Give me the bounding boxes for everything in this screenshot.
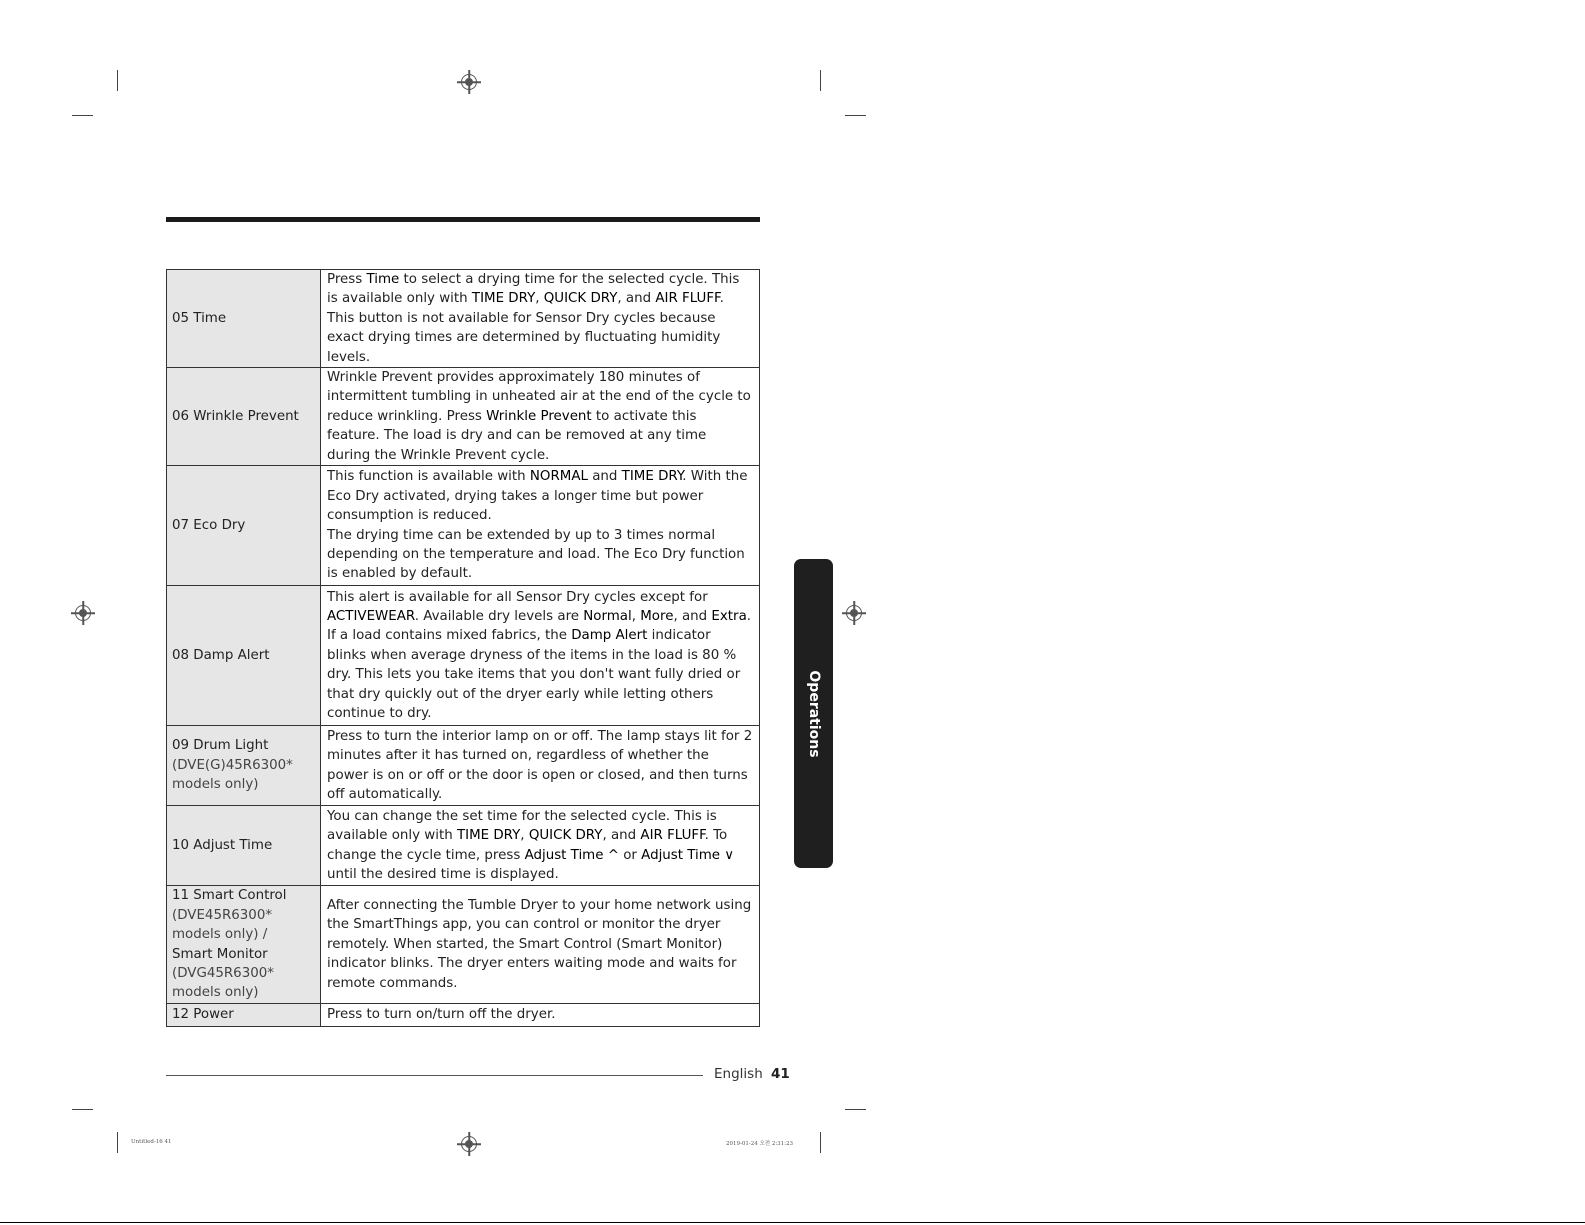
- button-term: Time: [366, 272, 400, 287]
- button-term: TIME DRY: [621, 469, 683, 485]
- description-text: until the desired time is displayed.: [327, 866, 559, 882]
- page-number: 41: [771, 1066, 790, 1082]
- crop-mark: [72, 115, 93, 116]
- description-text: Wrinkle Prevent provides approximately 180 minutes of intermittent tumbling in unheated air at the end of the cycle to reduce wrinkling. Press: [327, 370, 751, 424]
- button-term: QUICK DRY: [528, 828, 603, 844]
- feature-name-cell: [167, 886, 321, 1004]
- footer-language: English: [714, 1066, 763, 1082]
- registration-mark-icon: [846, 605, 862, 621]
- table-row: [167, 886, 760, 1004]
- feature-description-cell: [321, 1004, 760, 1027]
- description-text: The drying time can be extended by up to 3 times normal depending on the temperature and load. The Eco Dry function is enabled by default.: [327, 527, 745, 582]
- button-term: ACTIVEWEAR: [327, 609, 415, 625]
- section-rule: [166, 217, 760, 222]
- crop-mark: [117, 1132, 118, 1153]
- feature-name-cell: [167, 726, 321, 806]
- description-text: Press: [327, 272, 367, 287]
- description-text: Press to turn the interior lamp on or off. The lamp stays lit for 2 minutes after it has turned on, regardless of whether the power is on or off or the door is open or closed, and then turns off automatically.: [327, 728, 753, 802]
- description-paragraph: [327, 896, 753, 993]
- button-term: Wrinkle Prevent: [486, 408, 592, 424]
- registration-mark-icon: [75, 605, 91, 621]
- description-paragraph: [327, 467, 753, 525]
- description-text: .: [746, 609, 752, 625]
- feature-name: 05 Time: [172, 310, 227, 326]
- feature-table: [166, 269, 760, 1027]
- feature-description-cell: [321, 270, 760, 368]
- description-text: This function is available with: [327, 469, 530, 485]
- feature-name-cell: [167, 466, 321, 586]
- button-term: Adjust Time ∨: [641, 847, 735, 863]
- table-row: [167, 1004, 760, 1027]
- button-term: TIME DRY: [471, 291, 536, 307]
- print-slug-right: 2019-01-24 오전 2:31:23: [726, 1141, 794, 1147]
- table-row: [167, 270, 760, 368]
- feature-name-cell: [167, 586, 321, 726]
- feature-model-note: (DVE45R6300* models only) /: [172, 907, 273, 943]
- description-text: . This button is not available for Sensor Dry cycles because exact drying times are determined by fluctuating humidity levels.: [327, 291, 724, 365]
- print-slug-left: Untitled-16 41: [131, 1139, 172, 1145]
- description-paragraph: [327, 526, 753, 584]
- feature-name: 07 Eco Dry: [172, 517, 246, 533]
- table-row: [167, 466, 760, 586]
- feature-name-cell: [167, 270, 321, 368]
- description-text: . Available dry levels are: [414, 609, 584, 625]
- footer-rule: [166, 1075, 703, 1076]
- description-text: . With the Eco Dry activated, drying takes a longer time but power consumption is reduced.: [327, 469, 748, 524]
- description-text: or: [618, 847, 642, 863]
- description-paragraph: [327, 368, 753, 465]
- description-text: You can change the set time for the selected cycle. This is available only with: [327, 808, 717, 844]
- feature-name-cell: [167, 1004, 321, 1027]
- description-text: to activate this feature. The load is dry and can be removed at any time during the Wrinkle Prevent cycle.: [327, 408, 707, 463]
- section-tab: [794, 559, 833, 868]
- description-text: , and: [602, 828, 641, 844]
- description-text: . To change the cycle time, press: [327, 828, 728, 863]
- button-term: TIME DRY: [456, 828, 521, 844]
- description-text: ,: [535, 291, 544, 307]
- description-paragraph: [327, 727, 753, 805]
- button-term: Extra: [711, 609, 747, 625]
- button-term: AIR FLUFF: [655, 291, 720, 307]
- button-term: Adjust Time ^: [524, 847, 619, 863]
- registration-mark-icon: [461, 74, 477, 90]
- button-term: QUICK DRY: [543, 291, 618, 307]
- description-text: If a load contains mixed fabrics, the: [327, 628, 572, 644]
- description-text: to select a drying time for the selected cycle. This is available only with: [327, 272, 740, 307]
- crop-mark: [72, 1109, 93, 1110]
- page-edge: [0, 1222, 1585, 1223]
- feature-description-cell: [321, 806, 760, 886]
- description-text: This alert is available for all Sensor Dry cycles except for: [327, 589, 708, 605]
- button-term: AIR FLUFF: [640, 828, 705, 844]
- description-text: indicator blinks when average dryness of the items in the load is 80 % dry. This lets you take items that you don't want fully dried or that dry quickly out of the dryer early while letting others continue to dry.: [327, 628, 741, 722]
- description-text: and: [587, 469, 622, 485]
- description-text: , and: [617, 291, 656, 307]
- description-paragraph: [327, 626, 753, 723]
- button-term: NORMAL: [529, 469, 588, 485]
- feature-description-cell: [321, 726, 760, 806]
- feature-name: 12 Power: [172, 1007, 234, 1023]
- feature-name-cell: [167, 806, 321, 886]
- description-text: , and: [673, 609, 712, 625]
- feature-name: Smart Monitor: [172, 946, 268, 962]
- description-paragraph: [327, 588, 753, 627]
- registration-mark-icon: [461, 1136, 477, 1152]
- button-term: Normal: [583, 609, 632, 625]
- feature-name: 11 Smart Control: [172, 888, 287, 904]
- feature-name: 10 Adjust Time: [172, 837, 273, 853]
- section-tab-label: Operations: [805, 669, 822, 758]
- crop-mark: [820, 1132, 821, 1153]
- crop-mark: [820, 70, 821, 91]
- table-row: [167, 806, 760, 886]
- button-term: More: [640, 609, 674, 625]
- feature-description-cell: [321, 886, 760, 1004]
- crop-mark: [845, 1109, 866, 1110]
- crop-mark: [845, 115, 866, 116]
- table-row: [167, 586, 760, 726]
- feature-description-cell: [321, 586, 760, 726]
- description-paragraph: [327, 1005, 753, 1024]
- crop-mark: [117, 70, 118, 91]
- feature-model-note: (DVG45R6300* models only): [172, 965, 274, 1001]
- description-text: Press to turn on/turn off the dryer.: [327, 1007, 556, 1023]
- feature-name: 06 Wrinkle Prevent: [172, 408, 299, 424]
- description-text: ,: [520, 828, 529, 844]
- description-paragraph: [327, 270, 753, 367]
- description-paragraph: [327, 807, 753, 885]
- description-text: After connecting the Tumble Dryer to your home network using the SmartThings app, you can control or monitor the dryer remotely. When started, the Smart Control (Smart Monitor) indicator blinks. The dryer enters waiting mode and waits for remote commands.: [327, 898, 752, 991]
- feature-description-cell: [321, 466, 760, 586]
- feature-description-cell: [321, 368, 760, 466]
- feature-name-cell: [167, 368, 321, 466]
- feature-name: 09 Drum Light: [172, 738, 269, 754]
- table-row: [167, 368, 760, 466]
- feature-model-note: (DVE(G)45R6300* models only): [172, 757, 293, 793]
- button-term: Damp Alert: [571, 628, 648, 644]
- feature-name: 08 Damp Alert: [172, 647, 270, 663]
- description-text: ,: [631, 609, 641, 625]
- table-row: [167, 726, 760, 806]
